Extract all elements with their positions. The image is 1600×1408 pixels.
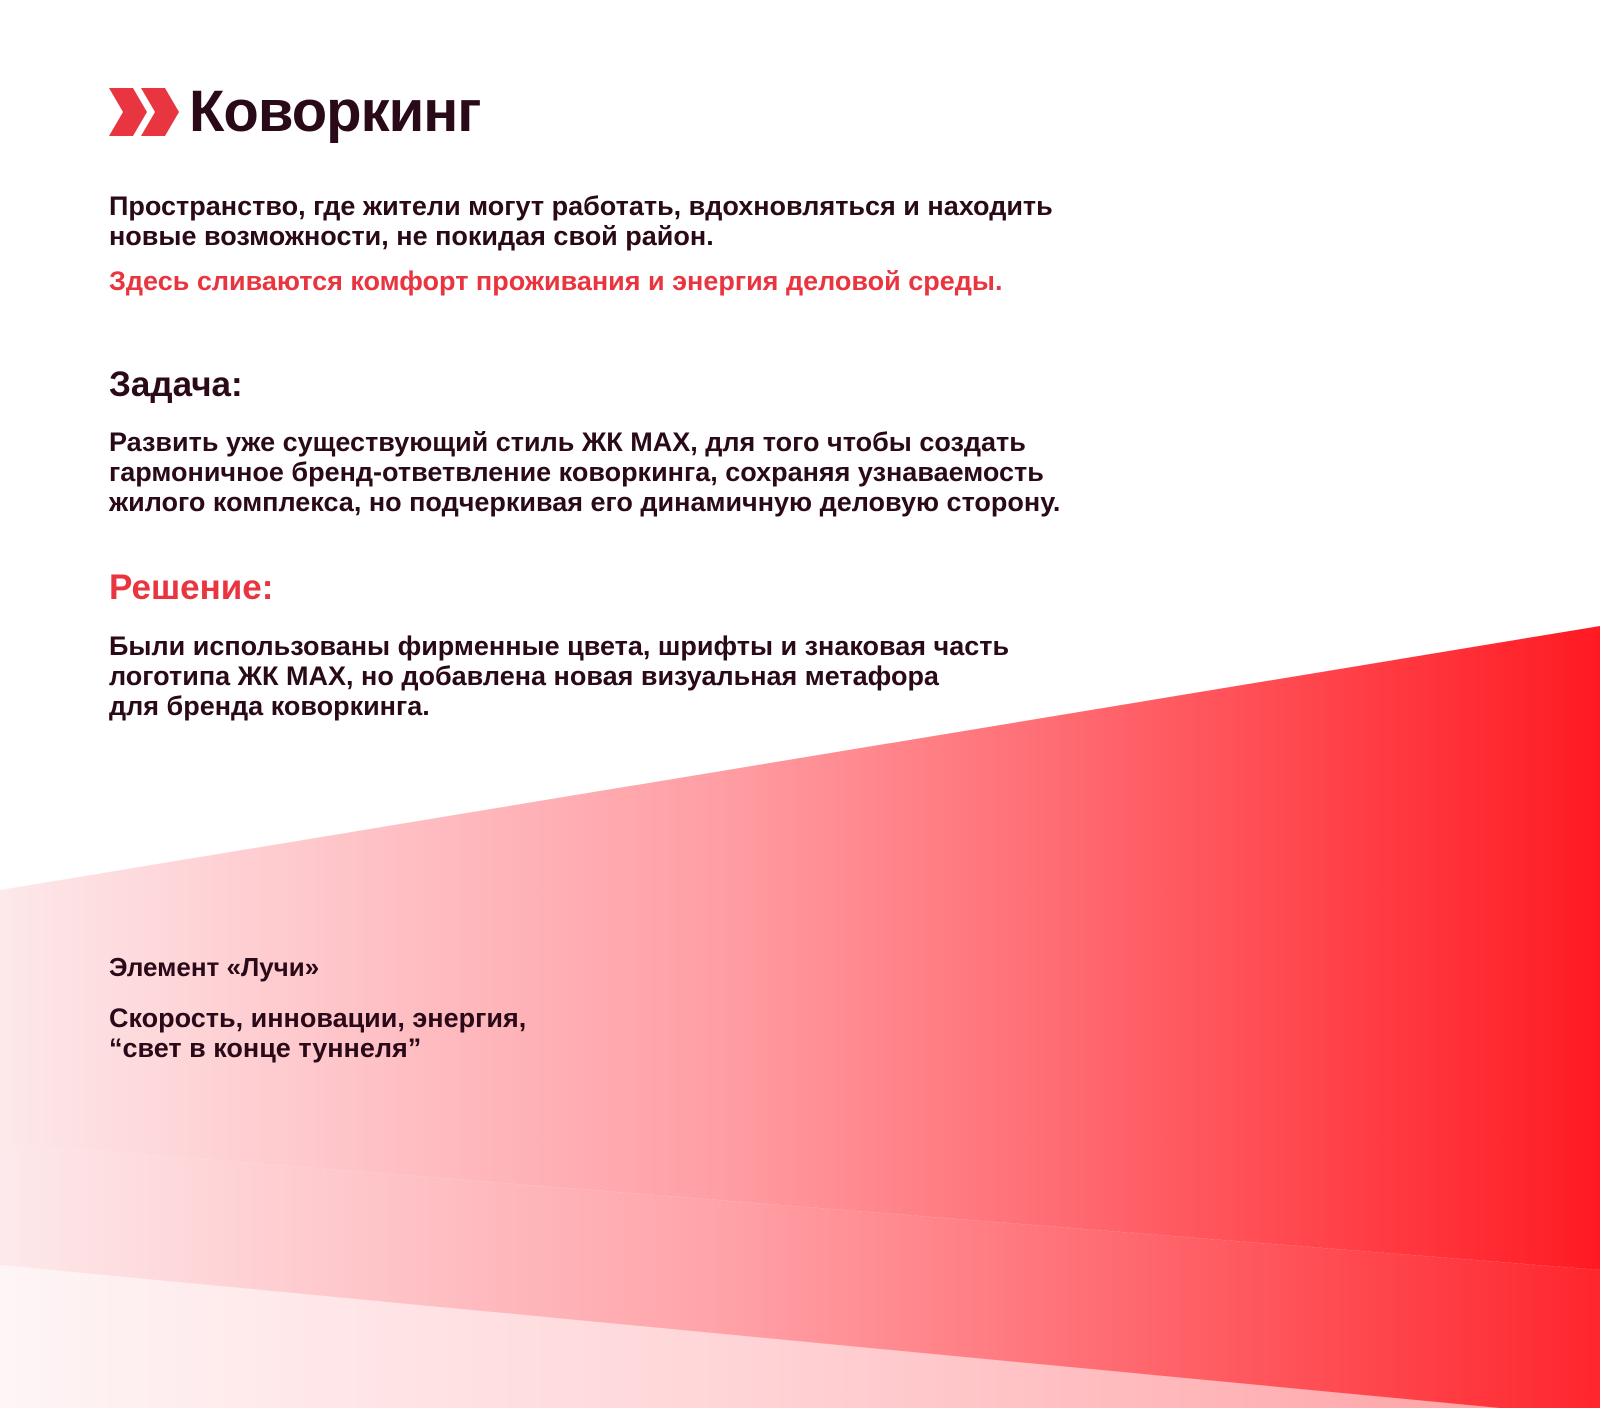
solution-text: Были использованы фирменные цвета, шрифты и знаковая часть логотипа ЖК MAX, но добавлена новая визуальная метафора для бренда коворкинга. — [109, 631, 1010, 721]
intro-accent: Здесь сливаются комфорт проживания и энергия деловой среды. — [109, 266, 1003, 296]
element-heading: Элемент «Лучи» — [109, 952, 320, 982]
intro-text: Пространство, где жители могут работать, вдохновляться и находить новые возможности, не покидая свой район. — [109, 191, 1053, 251]
task-heading: Задача: — [109, 365, 243, 404]
solution-heading: Решение: — [109, 568, 274, 607]
element-text: Скорость, инновации, энергия, “свет в конце туннеля” — [109, 1003, 527, 1063]
logo — [109, 80, 480, 144]
logo-text: Коворкинг — [189, 79, 481, 144]
task-text: Развить уже существующий стиль ЖК MAX, для того чтобы создать гармоничное бренд-ответвление коворкинга, сохраняя узнаваемость жилого комплекса, но подчеркивая его динамичную деловую сторону. — [109, 427, 1061, 517]
brand-x-mark-icon — [109, 88, 179, 136]
